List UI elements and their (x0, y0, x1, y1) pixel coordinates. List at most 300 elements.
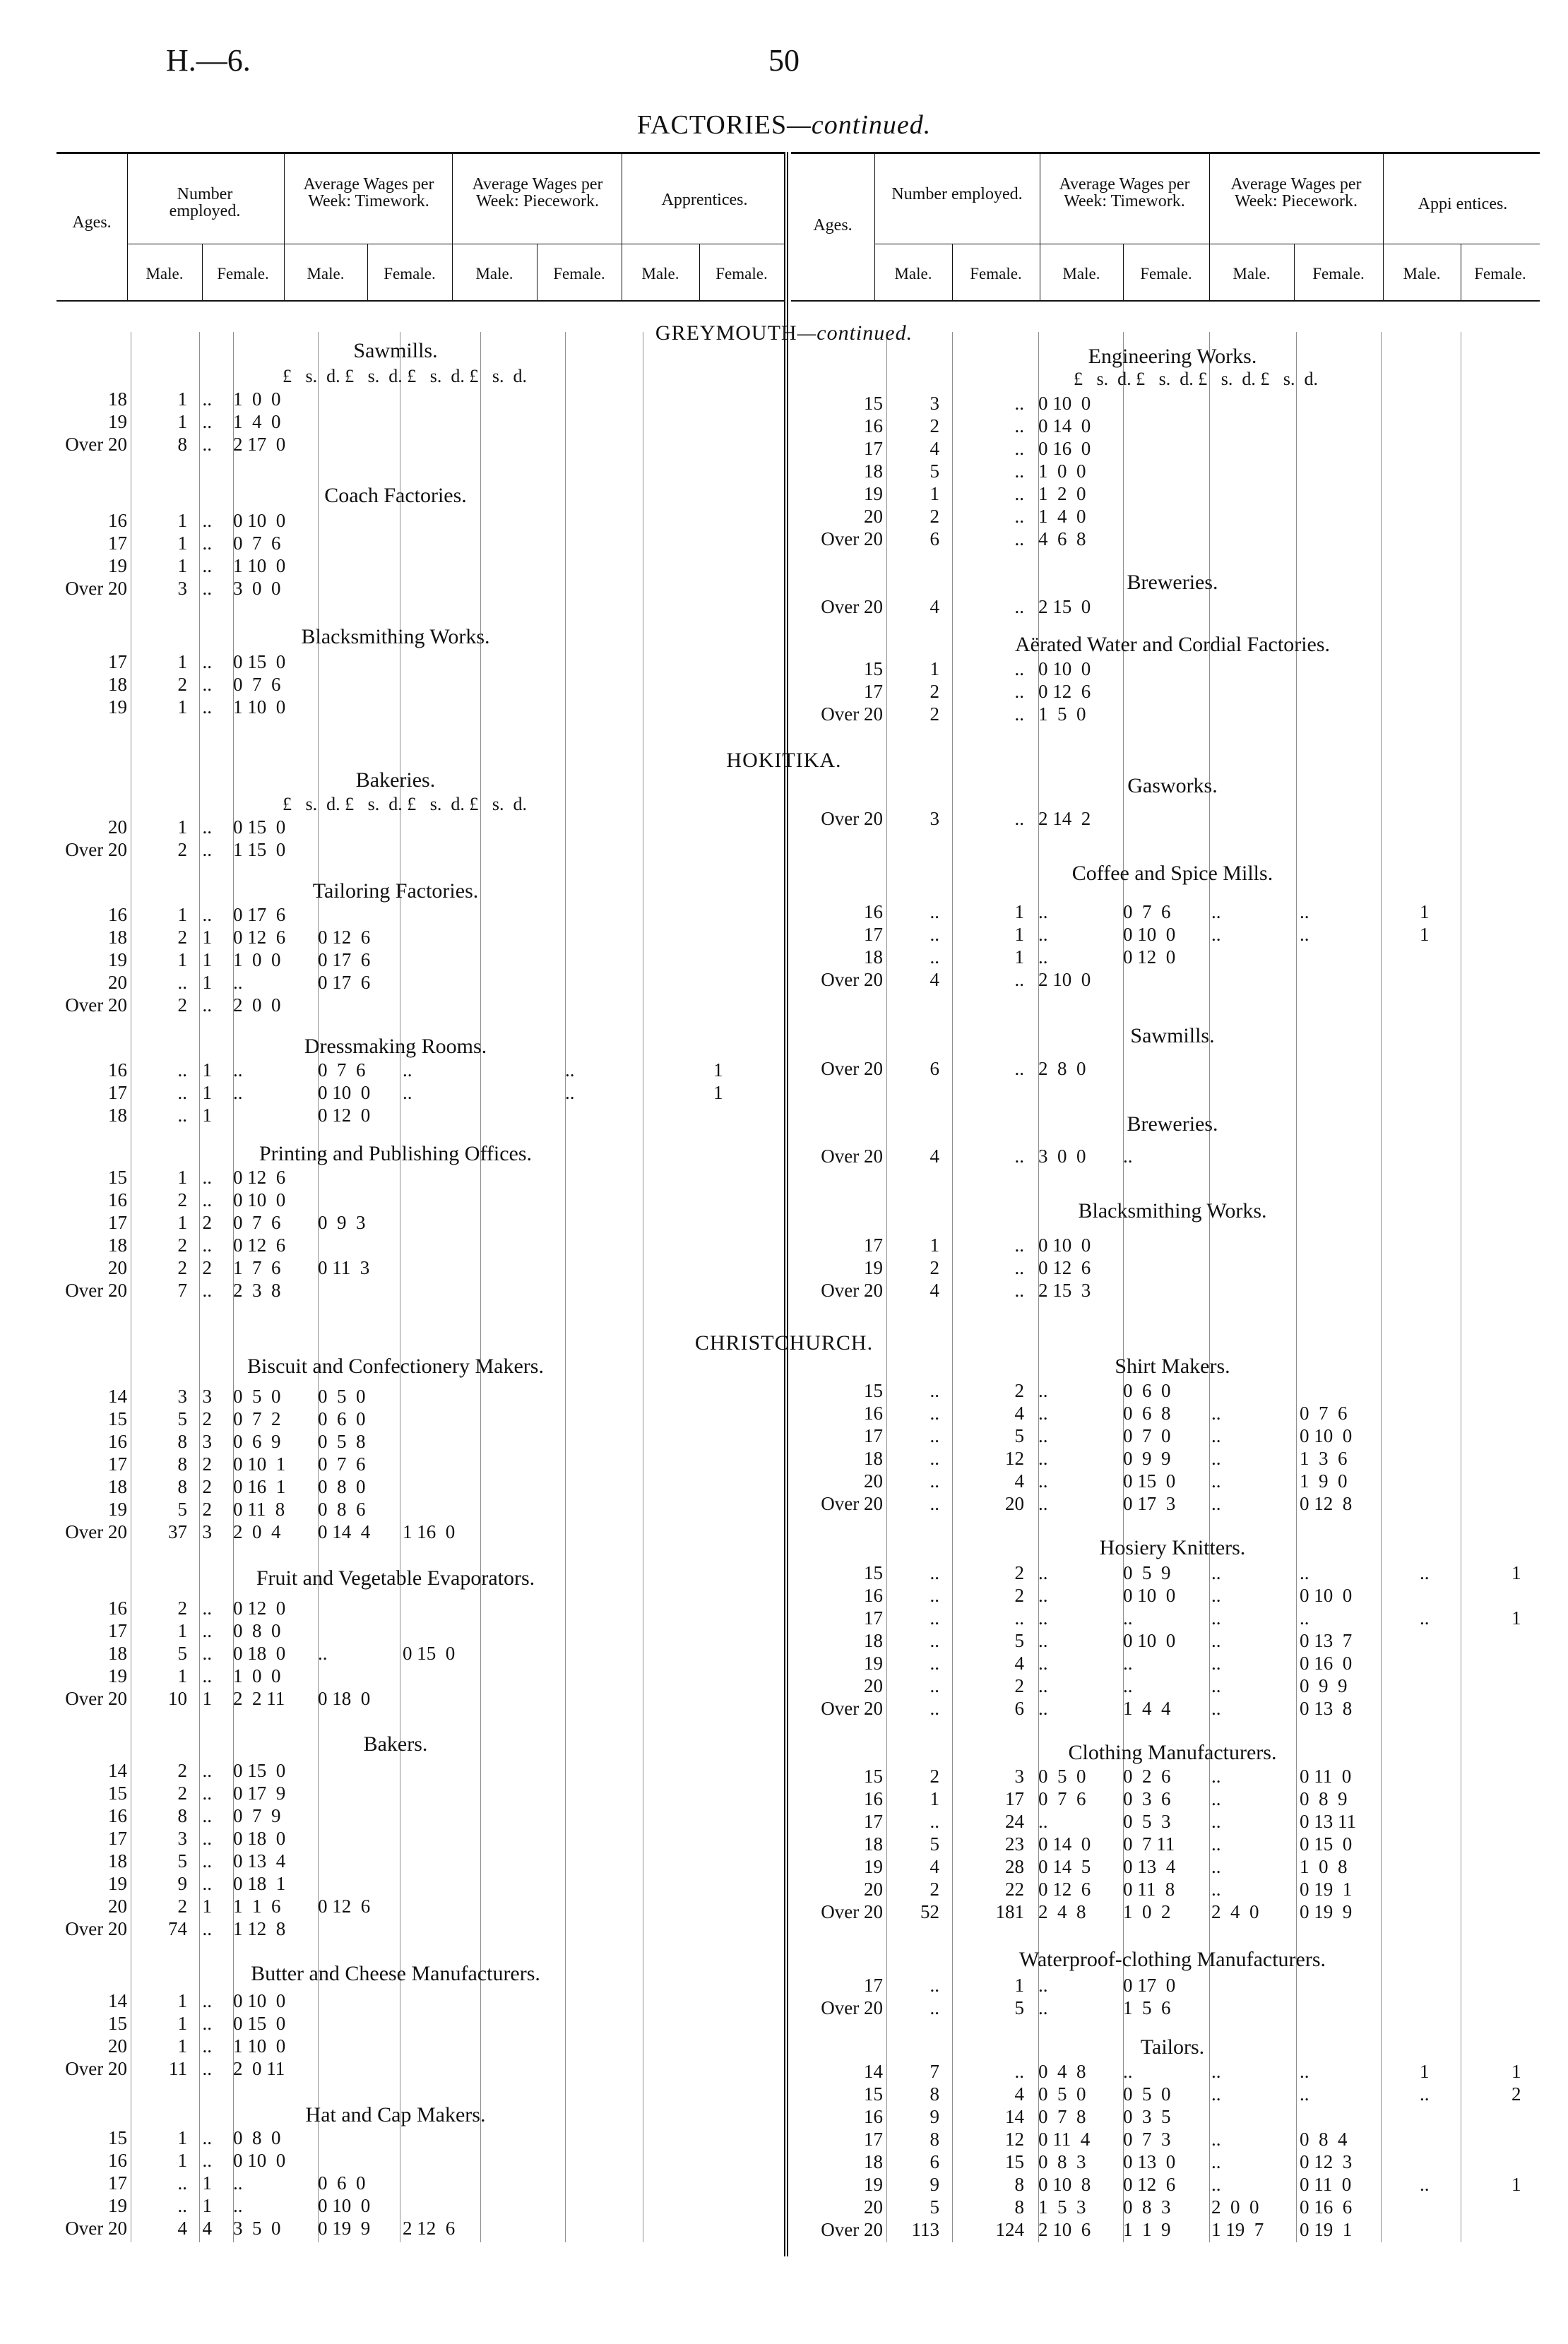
age-cell: 16 (108, 1189, 127, 1210)
piecework-female-cell: 0 19 9 (1300, 1901, 1353, 1922)
apprentices-female-cell: 1 (1511, 2174, 1521, 2195)
male-count-cell: 2 (177, 1783, 187, 1804)
age-cell: Over 20 (821, 596, 883, 617)
piecework-female-cell: 1 0 8 (1300, 1856, 1348, 1877)
female-count-cell: .. (1014, 658, 1024, 679)
section-heading: Hosiery Knitters. (1099, 1536, 1246, 1559)
timework-male-cell: .. (1038, 1448, 1048, 1469)
age-cell: 17 (864, 924, 883, 945)
age-cell: 19 (108, 1499, 127, 1520)
piecework-male-cell: .. (1211, 1833, 1221, 1855)
male-count-cell: .. (929, 1585, 939, 1606)
table-row (0, 839, 1568, 860)
timework-male-cell: .. (1038, 1425, 1048, 1446)
timework-female-cell: .. (1123, 2061, 1133, 2082)
timework-female-cell: 0 10 0 (318, 2195, 371, 2216)
timework-male-cell: 2 0 0 (233, 994, 281, 1016)
timework-male-cell: 2 2 11 (233, 1688, 285, 1709)
timework-female-cell: 0 17 6 (318, 972, 371, 993)
female-count-cell: .. (1014, 1058, 1024, 1079)
region-heading: HOKITIKA. (726, 749, 842, 772)
female-count-cell: .. (202, 1783, 212, 1804)
male-count-cell: 1 (177, 1212, 187, 1233)
table-row (0, 1698, 1568, 1719)
male-subheader: Male. (1403, 265, 1441, 282)
piecework-female-cell: 0 11 0 (1300, 2174, 1352, 2195)
male-count-cell: 2 (177, 839, 187, 860)
male-subheader: Male. (307, 265, 345, 282)
timework-male-cell: 2 17 0 (233, 434, 286, 455)
female-count-cell: .. (202, 696, 212, 718)
female-count-cell: .. (202, 2127, 212, 2148)
age-cell: 19 (864, 2174, 883, 2195)
timework-male-cell: 0 12 6 (1038, 1257, 1091, 1278)
table-row (0, 1257, 1568, 1278)
male-subheader: Male. (1233, 265, 1271, 282)
timework-male-cell: 0 7 6 (233, 533, 281, 554)
male-count-cell: 1 (177, 2013, 187, 2034)
table-row (0, 1766, 1568, 1787)
age-cell: 15 (108, 1783, 127, 1804)
piecework-male-cell: .. (403, 1059, 412, 1081)
section-heading: Blacksmithing Works. (1078, 1199, 1267, 1222)
piecework-female-cell: 0 9 9 (1300, 1675, 1348, 1696)
table-row (0, 1833, 1568, 1855)
timework-male-cell: 1 5 0 (1038, 703, 1086, 725)
female-count-cell: 2 (202, 1499, 212, 1520)
female-count-cell: 12 (1005, 1448, 1024, 1469)
male-count-cell: 1 (177, 1620, 187, 1641)
female-count-cell: 4 (1014, 1470, 1024, 1492)
female-count-cell: .. (202, 2150, 212, 2171)
piecework-header: Average Wages per Week: Piecework. (1230, 175, 1362, 210)
page-code: H.—6. (166, 43, 251, 78)
piecework-male-cell: .. (1211, 2151, 1221, 2172)
timework-female-cell: .. (318, 1643, 328, 1664)
age-cell: 18 (108, 1643, 127, 1664)
column-rule (1296, 332, 1297, 2242)
male-count-cell: 7 (929, 2061, 939, 2082)
female-count-cell: .. (202, 1850, 212, 1872)
table-row (0, 1167, 1568, 1188)
male-count-cell: 2 (929, 415, 939, 436)
age-cell: Over 20 (821, 1698, 883, 1719)
age-cell: 15 (108, 1167, 127, 1188)
male-count-cell: 2 (929, 681, 939, 702)
female-count-cell: .. (1014, 415, 1024, 436)
female-count-cell: 2 (202, 1476, 212, 1497)
piecework-header: Average Wages per Week: Piecework. (472, 175, 603, 210)
female-count-cell: .. (202, 1918, 212, 1939)
timework-female-cell: 0 12 6 (318, 927, 371, 948)
timework-male-cell: 0 7 6 (233, 1212, 281, 1233)
apprentices-male-cell: .. (1420, 1562, 1430, 1583)
male-count-cell: .. (929, 1607, 939, 1629)
table-row (0, 1403, 1568, 1424)
table-row (0, 1562, 1568, 1583)
table-row (0, 506, 1568, 527)
section-heading: Aërated Water and Cordial Factories. (1014, 633, 1331, 656)
timework-female-cell: 1 5 6 (1123, 1997, 1171, 2018)
female-count-cell: .. (202, 1665, 212, 1686)
timework-male-cell: 0 15 0 (233, 651, 286, 672)
piecework-female-cell: 0 13 11 (1300, 1811, 1356, 1832)
age-cell: Over 20 (65, 839, 127, 860)
timework-female-cell: 0 19 9 (318, 2218, 371, 2239)
male-count-cell: 2 (177, 1760, 187, 1781)
male-count-cell: 4 (929, 596, 939, 617)
female-count-cell: 1 (202, 927, 212, 948)
male-subheader: Male. (475, 265, 513, 282)
timework-female-cell: 0 6 8 (1123, 1403, 1171, 1424)
timework-male-cell: 2 10 6 (1038, 2219, 1091, 2240)
table-row (0, 1630, 1568, 1651)
female-count-cell: .. (202, 533, 212, 554)
timework-male-cell: 3 0 0 (233, 578, 281, 599)
timework-male-cell: 1 7 6 (233, 1257, 281, 1278)
age-cell: 20 (864, 2196, 883, 2218)
male-count-cell: 1 (177, 904, 187, 925)
piecework-female-cell: .. (1300, 1607, 1309, 1629)
age-cell: Over 20 (821, 528, 883, 549)
piecework-female-cell: 1 9 0 (1300, 1470, 1348, 1492)
timework-female-cell: 0 9 3 (318, 1212, 366, 1233)
age-cell: 17 (108, 533, 127, 554)
timework-female-cell: .. (1123, 1675, 1133, 1696)
male-count-cell: 2 (929, 1879, 939, 1900)
age-cell: 18 (108, 1235, 127, 1256)
female-count-cell: 8 (1014, 2196, 1024, 2218)
piecework-female-cell: 0 19 1 (1300, 1879, 1353, 1900)
timework-female-cell: 0 2 6 (1123, 1766, 1171, 1787)
male-count-cell: 5 (177, 1499, 187, 1520)
section-heading: Dressmaking Rooms. (304, 1035, 487, 1058)
timework-male-cell: .. (1038, 1975, 1048, 1996)
female-count-cell: .. (202, 555, 212, 576)
age-cell: 20 (108, 1896, 127, 1917)
female-count-cell: 4 (1014, 2083, 1024, 2105)
female-count-cell: 4 (1014, 1403, 1024, 1424)
timework-female-cell: 0 3 5 (1123, 2106, 1171, 2127)
timework-male-cell: 0 8 0 (233, 2127, 281, 2148)
table-row (0, 1975, 1568, 1996)
male-count-cell: 2 (177, 1189, 187, 1210)
timework-male-cell: 1 0 0 (1038, 460, 1086, 482)
age-cell: Over 20 (821, 1058, 883, 1079)
male-count-cell: 1 (177, 510, 187, 531)
piecework-male-cell: .. (1211, 2083, 1221, 2105)
female-count-cell: .. (202, 1990, 212, 2011)
timework-male-cell: 3 5 0 (233, 2218, 281, 2239)
timework-male-cell: 0 10 8 (1038, 2174, 1091, 2195)
page-title: FACTORIES—continued. (636, 110, 932, 140)
table-row (0, 658, 1568, 679)
timework-male-cell: 1 12 8 (233, 1918, 286, 1939)
female-count-cell: 1 (1014, 924, 1024, 945)
female-count-cell: 2 (202, 1257, 212, 1278)
male-count-cell: 9 (929, 2106, 939, 2127)
timework-male-cell: 1 15 0 (233, 839, 286, 860)
male-count-cell: 2 (177, 994, 187, 1016)
timework-male-cell: 0 17 6 (233, 904, 286, 925)
timework-male-cell: 0 11 8 (233, 1499, 285, 1520)
male-count-cell: .. (929, 1675, 939, 1696)
timework-female-cell: 0 10 0 (1123, 1630, 1176, 1651)
timework-female-cell: 0 14 4 (318, 1521, 371, 1542)
apprentices-female-cell: 1 (1511, 2061, 1521, 2082)
female-subheader: Female. (970, 265, 1022, 282)
age-cell: 17 (108, 1828, 127, 1849)
male-count-cell: 9 (929, 2174, 939, 2195)
age-cell: 19 (864, 1653, 883, 1674)
male-count-cell: 4 (177, 2218, 187, 2239)
piecework-male-cell: .. (1211, 901, 1221, 922)
female-count-cell: 28 (1005, 1856, 1024, 1877)
female-count-cell: .. (202, 1189, 212, 1210)
female-count-cell: 1 (1014, 946, 1024, 968)
table-row (0, 438, 1568, 459)
age-cell: 19 (108, 696, 127, 718)
age-cell: 15 (864, 2083, 883, 2105)
female-count-cell: .. (202, 434, 212, 455)
timework-male-cell: 0 14 0 (1038, 415, 1091, 436)
section-heading: Bakeries. (355, 768, 436, 792)
male-count-cell: 11 (169, 2058, 187, 2079)
female-count-cell: .. (202, 510, 212, 531)
age-cell: 18 (108, 1105, 127, 1126)
table-row (0, 703, 1568, 725)
timework-male-cell: 1 1 6 (233, 1896, 281, 1917)
piecework-male-cell: .. (1211, 1766, 1221, 1787)
male-count-cell: .. (929, 946, 939, 968)
piecework-male-cell: .. (1211, 1493, 1221, 1514)
female-count-cell: 1 (202, 1105, 212, 1126)
male-count-cell: 5 (929, 2196, 939, 2218)
table-row (0, 2174, 1568, 2195)
timework-female-cell: 0 17 3 (1123, 1493, 1176, 1514)
female-count-cell: 2 (1014, 1380, 1024, 1401)
age-cell: 17 (864, 2129, 883, 2150)
female-count-cell: 22 (1005, 1879, 1024, 1900)
piecework-female-cell: 0 8 9 (1300, 1788, 1348, 1809)
timework-female-cell: 0 6 0 (1123, 1380, 1171, 1401)
timework-male-cell: .. (1038, 1675, 1048, 1696)
age-cell: 20 (108, 1257, 127, 1278)
male-count-cell: 3 (177, 1386, 187, 1407)
timework-male-cell: 0 14 5 (1038, 1856, 1091, 1877)
timework-male-cell: .. (233, 972, 243, 993)
timework-female-cell: 0 17 6 (318, 949, 371, 970)
timework-male-cell: 1 10 0 (233, 555, 286, 576)
piecework-female-cell: 1 3 6 (1300, 1448, 1348, 1469)
timework-male-cell: .. (1038, 1380, 1048, 1401)
table-row (0, 1879, 1568, 1900)
age-cell: Over 20 (821, 1901, 883, 1922)
male-count-cell: 6 (929, 2151, 939, 2172)
section-heading: Fruit and Vegetable Evaporators. (256, 1566, 535, 1590)
male-count-cell: .. (929, 924, 939, 945)
age-cell: 18 (108, 927, 127, 948)
age-cell: 19 (108, 2195, 127, 2216)
male-count-cell: .. (929, 901, 939, 922)
section-heading: Biscuit and Confectionery Makers. (247, 1355, 544, 1378)
female-count-cell: .. (1014, 1146, 1024, 1167)
female-count-cell: 124 (995, 2219, 1024, 2240)
table-row (0, 1448, 1568, 1469)
timework-female-cell: 1 1 9 (1123, 2219, 1171, 2240)
male-count-cell: .. (929, 1448, 939, 1469)
age-cell: 14 (108, 1990, 127, 2011)
table-row (0, 1280, 1568, 1301)
timework-male-cell: .. (1038, 1470, 1048, 1492)
male-count-cell: .. (929, 1698, 939, 1719)
female-count-cell: .. (202, 2058, 212, 2079)
age-cell: 17 (864, 1607, 883, 1629)
male-count-cell: 1 (929, 483, 939, 504)
age-cell: 16 (864, 901, 883, 922)
table-row (0, 1675, 1568, 1696)
male-count-cell: 4 (929, 1280, 939, 1301)
timework-male-cell: 0 5 0 (1038, 2083, 1086, 2105)
table-row (0, 1380, 1568, 1401)
timework-male-cell: 0 10 0 (1038, 658, 1091, 679)
male-count-cell: 8 (177, 1805, 187, 1826)
female-count-cell: .. (202, 1643, 212, 1664)
female-count-cell: 15 (1005, 2151, 1024, 2172)
male-count-cell: 1 (177, 651, 187, 672)
timework-male-cell: 0 15 0 (233, 816, 286, 838)
age-cell: Over 20 (821, 808, 883, 829)
male-count-cell: 8 (177, 434, 187, 455)
timework-male-cell: 0 10 0 (233, 510, 286, 531)
page-number: 50 (768, 43, 800, 78)
male-count-cell: .. (177, 1059, 187, 1081)
piecework-male-cell: .. (1211, 1403, 1221, 1424)
piecework-male-cell: .. (1211, 924, 1221, 945)
age-cell: 16 (108, 510, 127, 531)
male-count-cell: 2 (929, 1257, 939, 1278)
timework-male-cell: .. (1038, 1653, 1048, 1674)
timework-female-cell: 0 8 0 (318, 1476, 366, 1497)
male-subheader: Male. (641, 265, 679, 282)
male-count-cell: .. (929, 1493, 939, 1514)
timework-male-cell: .. (1038, 1607, 1048, 1629)
age-cell: 17 (108, 2172, 127, 2194)
female-count-cell: .. (202, 1873, 212, 1894)
male-count-cell: 1 (177, 533, 187, 554)
age-cell: Over 20 (821, 1280, 883, 1301)
male-count-cell: 9 (177, 1873, 187, 1894)
male-count-cell: 5 (177, 1643, 187, 1664)
piecework-male-cell: 1 19 7 (1211, 2219, 1264, 2240)
male-count-cell: 2 (929, 703, 939, 725)
female-count-cell: 3 (202, 1431, 212, 1452)
age-cell: 15 (108, 2127, 127, 2148)
age-cell: Over 20 (821, 703, 883, 725)
apprentices-header: Apprentices. (661, 191, 748, 209)
table-row (0, 969, 1568, 990)
piecework-male-cell: .. (1211, 2061, 1221, 2082)
age-cell: 17 (864, 1811, 883, 1832)
section-heading: Sawmills. (1130, 1024, 1215, 1047)
currency-heading: £ s. d. £ s. d. £ s. d. £ s. d. (283, 794, 527, 814)
piecework-female-cell: 0 13 7 (1300, 1630, 1353, 1651)
female-count-cell: .. (202, 839, 212, 860)
piecework-male-cell: .. (1211, 1425, 1221, 1446)
female-count-cell: 2 (1014, 1585, 1024, 1606)
female-count-cell: 1 (202, 1896, 212, 1917)
female-count-cell: .. (202, 2013, 212, 2034)
timework-female-cell: 0 5 3 (1123, 1811, 1171, 1832)
timework-male-cell: 0 12 6 (233, 1235, 286, 1256)
male-count-cell: .. (929, 1653, 939, 1674)
male-count-cell: 1 (177, 388, 187, 410)
piecework-female-cell: .. (565, 1059, 575, 1081)
timework-male-cell: 0 18 1 (233, 1873, 286, 1894)
table-row (0, 681, 1568, 702)
male-count-cell: .. (929, 1425, 939, 1446)
timework-female-cell: 1 0 2 (1123, 1901, 1171, 1922)
male-count-cell: 1 (177, 555, 187, 576)
male-count-cell: 5 (177, 1850, 187, 1872)
timework-male-cell: 0 13 4 (233, 1850, 286, 1872)
piecework-male-cell: 1 16 0 (403, 1521, 456, 1542)
table-row (0, 808, 1568, 829)
piecework-male-cell: .. (403, 1082, 412, 1103)
male-subheader: Male. (1062, 265, 1100, 282)
female-count-cell: 2 (1014, 1675, 1024, 1696)
age-cell: 20 (864, 506, 883, 527)
timework-male-cell: 1 10 0 (233, 696, 286, 718)
female-count-cell: .. (1014, 681, 1024, 702)
male-count-cell: 2 (177, 1235, 187, 1256)
timework-female-cell: 0 3 6 (1123, 1788, 1171, 1809)
male-count-cell: .. (929, 1380, 939, 1401)
number-employed-header: Number employed. (891, 185, 1023, 203)
female-count-cell: .. (1014, 1280, 1024, 1301)
timework-female-cell: 0 5 9 (1123, 1562, 1171, 1583)
male-count-cell: 1 (177, 2035, 187, 2057)
age-cell: 18 (108, 1850, 127, 1872)
age-cell: 20 (108, 972, 127, 993)
female-count-cell: .. (202, 651, 212, 672)
age-cell: 17 (864, 681, 883, 702)
age-cell: 18 (108, 674, 127, 695)
female-count-cell: .. (202, 994, 212, 1016)
age-cell: 19 (864, 1856, 883, 1877)
age-cell: 16 (108, 904, 127, 925)
timework-male-cell: 1 10 0 (233, 2035, 286, 2057)
female-count-cell: 1 (1014, 1975, 1024, 1996)
table-row (0, 1653, 1568, 1674)
age-cell: Over 20 (65, 1688, 127, 1709)
timework-male-cell: 0 15 0 (233, 1760, 286, 1781)
timework-female-cell: 0 7 0 (1123, 1425, 1171, 1446)
male-count-cell: .. (929, 1811, 939, 1832)
age-cell: 17 (864, 1975, 883, 1996)
table-row (0, 460, 1568, 482)
age-cell: Over 20 (65, 434, 127, 455)
table-row (0, 483, 1568, 504)
piecework-female-cell: .. (1300, 2061, 1309, 2082)
table-row (0, 528, 1568, 549)
table-row (0, 1493, 1568, 1514)
timework-male-cell: 0 15 0 (233, 2013, 286, 2034)
piecework-male-cell: 0 15 0 (403, 1643, 456, 1664)
age-cell: Over 20 (65, 2058, 127, 2079)
timework-male-cell: 0 7 8 (1038, 2106, 1086, 2127)
timework-male-cell: 0 11 4 (1038, 2129, 1091, 2150)
